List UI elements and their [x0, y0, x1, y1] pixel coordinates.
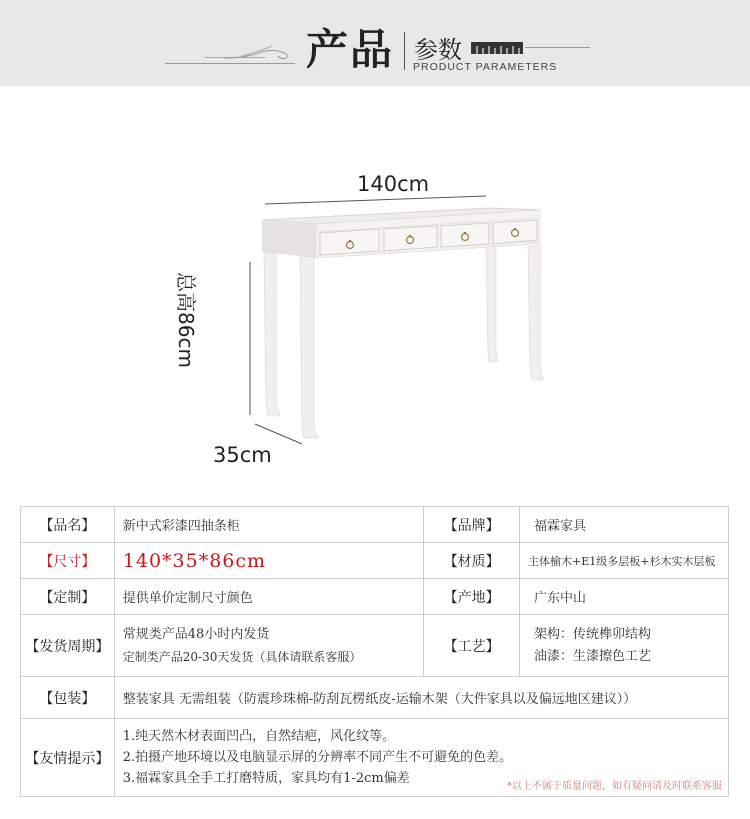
label-packaging: 【包装】	[21, 677, 115, 719]
tip-line-3: 3.福霖家具全手工打磨特质，家具均有1-2cm偏差	[122, 771, 410, 786]
header-subtitle-en: PRODUCT PARAMETERS	[413, 61, 558, 73]
dimension-depth: 35cm	[213, 443, 272, 467]
table-row	[21, 543, 729, 579]
shipping-line-2: 定制类产品20-30天发货（具体请联系客服）	[122, 649, 362, 664]
value-shipping	[114, 615, 423, 677]
value-craft	[520, 615, 729, 677]
table-row	[21, 615, 729, 677]
value-tips	[114, 719, 728, 797]
label-craft: 【工艺】	[424, 615, 520, 677]
table-row	[21, 677, 729, 719]
value-custom: 提供单价定制尺寸颜色	[114, 579, 423, 615]
table-row	[21, 719, 729, 797]
craft-line-2: 油漆：生漆擦色工艺	[534, 648, 652, 664]
value-material: 主体榆木+E1级多层板+杉木实木层板	[520, 543, 729, 579]
shipping-line-1: 常规类产品48小时内发货	[122, 626, 270, 642]
label-tips: 【友情提示】	[21, 719, 115, 797]
table-row	[21, 507, 729, 543]
tip-line-2: 2.拍摄产地环境以及电脑显示屏的分辨率不同产生不可避免的色差。	[122, 750, 513, 765]
tips-note: *以上不属于质量问题，如有疑问请及时联系客服	[507, 781, 722, 792]
value-brand: 福霖家具	[520, 507, 729, 543]
label-shipping: 【发货周期】	[21, 615, 115, 677]
spec-table	[20, 506, 729, 797]
craft-line-1: 架构：传统榫卯结构	[534, 626, 652, 642]
table-row	[21, 579, 729, 615]
value-size: 140*35*86cm	[114, 543, 423, 579]
header-title-sub: 参数	[414, 36, 462, 64]
label-custom: 【定制】	[21, 579, 115, 615]
tip-line-1: 1.纯天然木材表面凹凸，自然结疤，风化纹等。	[122, 729, 396, 744]
label-origin: 【产地】	[424, 579, 520, 615]
label-name: 【品名】	[21, 507, 115, 543]
dimension-height: 总高86cm	[174, 272, 198, 368]
header-title-main: 产品	[306, 25, 395, 74]
value-name: 新中式彩漆四抽条柜	[114, 507, 423, 543]
label-size: 【尺寸】	[21, 543, 115, 579]
value-packaging: 整装家具 无需组装（防震珍珠棉-防刮瓦楞纸皮-运输木架（大件家具以及偏远地区建议））	[114, 677, 728, 719]
label-brand: 【品牌】	[424, 507, 520, 543]
label-material: 【材质】	[424, 543, 520, 579]
value-origin: 广东中山	[520, 579, 729, 615]
dimension-width: 140cm	[357, 172, 430, 196]
